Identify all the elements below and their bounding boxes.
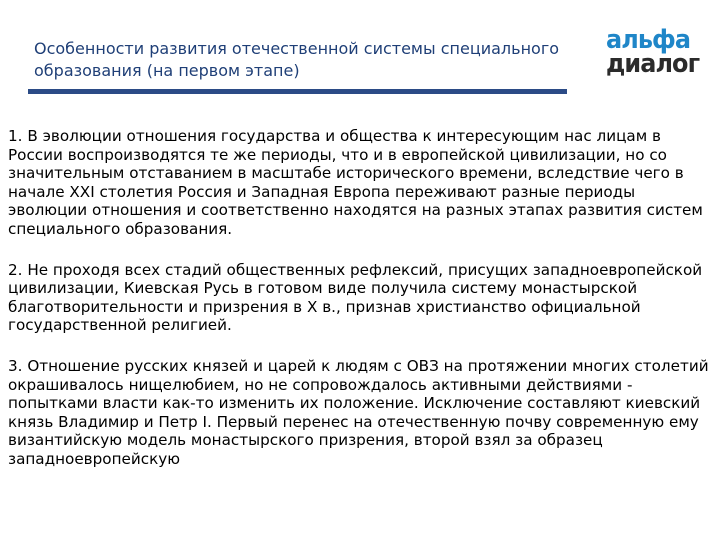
logo-line-top: альфа xyxy=(606,25,691,55)
title-underline xyxy=(28,89,567,94)
paragraph-1: 1. В эволюции отношения государства и общества к интересующим нас лицам в России воспроизводятся те же периоды, что и в европейской цивилизации, но со значительным отставанием в масштабе исторического времени, вследствие чего в начале XXI столетия Россия и Западная Европа переживают разные периоды эволюции отношения и соответственно находятся на разных этапах развития систем специального образования. xyxy=(8,127,703,238)
paragraph-3: 3. Отношение русских князей и царей к людям с ОВЗ на протяжении многих столетий окрашивалось нищелюбием, но не сопровождалось активными действиями - попытками власти как-то изменить их положение. Исключение составляют киевский князь Владимир и Петр I. Первый перенес на отечественную почву современную ему византийскую модель монастырского призрения, второй взял за образец западноевропейскую xyxy=(8,356,709,468)
slide-body xyxy=(8,127,710,469)
slide-title-line-1: Особенности развития отечественной системы специального xyxy=(34,39,560,58)
alfa-dialog-logo xyxy=(606,25,700,82)
slide-title-line-2: образования (на первом этапе) xyxy=(34,61,300,80)
slide-title xyxy=(34,38,594,82)
paragraph-2: 2. Не проходя всех стадий общественных рефлексий, присущих западноевропейской цивилизации, Киевская Русь в готовом виде получила систему монастырской благотворительности и призрения в X в., признав христианство официальной государственной религией. xyxy=(8,260,703,335)
logo-line-bottom: диалог xyxy=(606,49,700,79)
